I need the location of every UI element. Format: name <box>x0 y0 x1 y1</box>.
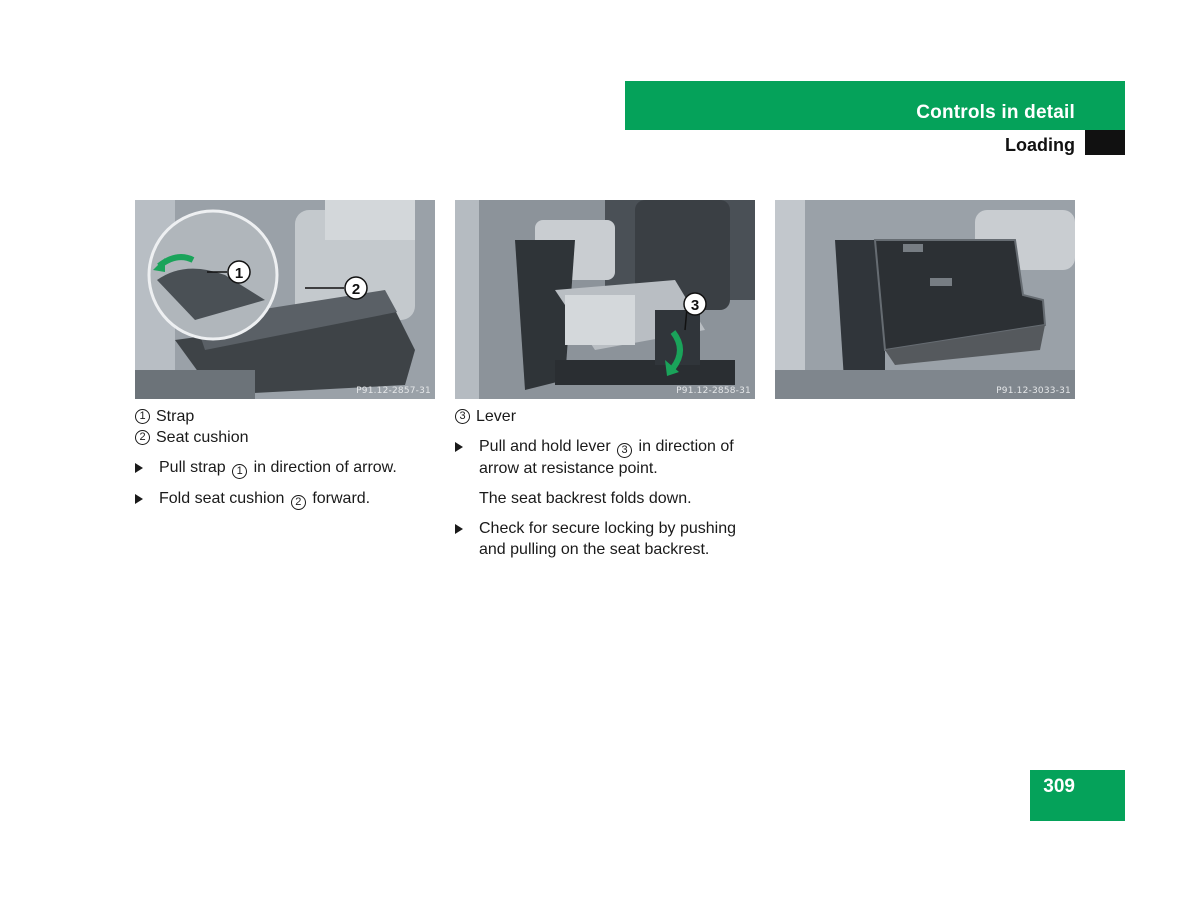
step-text: in direction of arrow at resistance point. <box>479 438 734 477</box>
legend-label: Seat cushion <box>156 429 249 446</box>
legend-item <box>135 406 435 427</box>
callout-number: 3 <box>455 409 470 424</box>
step-text: forward. <box>312 490 371 507</box>
legend-item <box>455 406 755 427</box>
callout-2-label: 2 <box>351 281 361 298</box>
figure-folded-seat <box>775 200 1075 399</box>
figure-strap-seat-cushion <box>135 200 435 399</box>
seat-illustration-3 <box>775 200 1075 399</box>
callout-number: 3 <box>617 443 632 458</box>
step-text: Pull and hold lever <box>479 438 611 455</box>
subsection-marker <box>1085 130 1125 155</box>
section-header-bar <box>625 81 1125 130</box>
step-text: Pull strap <box>159 459 226 476</box>
page-number-box <box>1030 770 1125 821</box>
seat-illustration-1 <box>135 200 435 399</box>
instruction-step <box>455 518 755 560</box>
callout-number: 2 <box>135 430 150 445</box>
figure-code: P91.12-2858-31 <box>676 386 751 396</box>
callout-number: 1 <box>135 409 150 424</box>
step-text: Check for secure locking by pushing and pulling on the seat backrest. <box>479 520 737 558</box>
figure-code: P91.12-2857-31 <box>356 386 431 396</box>
instruction-step <box>455 436 755 479</box>
bullet-triangle-icon <box>455 524 463 534</box>
step-text: in direction of arrow. <box>253 459 397 476</box>
page-number: 309 <box>1043 776 1075 797</box>
step-text: Fold seat cushion <box>159 490 285 507</box>
bullet-triangle-icon <box>135 494 143 504</box>
instruction-step <box>135 488 435 510</box>
bullet-triangle-icon <box>135 463 143 473</box>
figure-code: P91.12-3033-31 <box>996 386 1071 396</box>
callout-1-label: 1 <box>234 265 244 282</box>
step-result: The seat backrest folds down. <box>479 490 692 507</box>
callout-number: 2 <box>291 495 306 510</box>
legend-label: Strap <box>156 408 195 425</box>
bullet-triangle-icon <box>455 442 463 452</box>
column-1-text <box>135 406 435 510</box>
section-title: Controls in detail <box>916 102 1075 123</box>
callout-3-label: 3 <box>690 297 700 314</box>
subsection-title: Loading <box>1005 135 1075 155</box>
legend-label: Lever <box>476 408 517 425</box>
figure-lever <box>455 200 755 399</box>
seat-illustration-2 <box>455 200 755 399</box>
legend-item <box>135 427 435 448</box>
callout-number: 1 <box>232 464 247 479</box>
instruction-step <box>135 457 435 479</box>
column-2-text <box>455 406 755 560</box>
